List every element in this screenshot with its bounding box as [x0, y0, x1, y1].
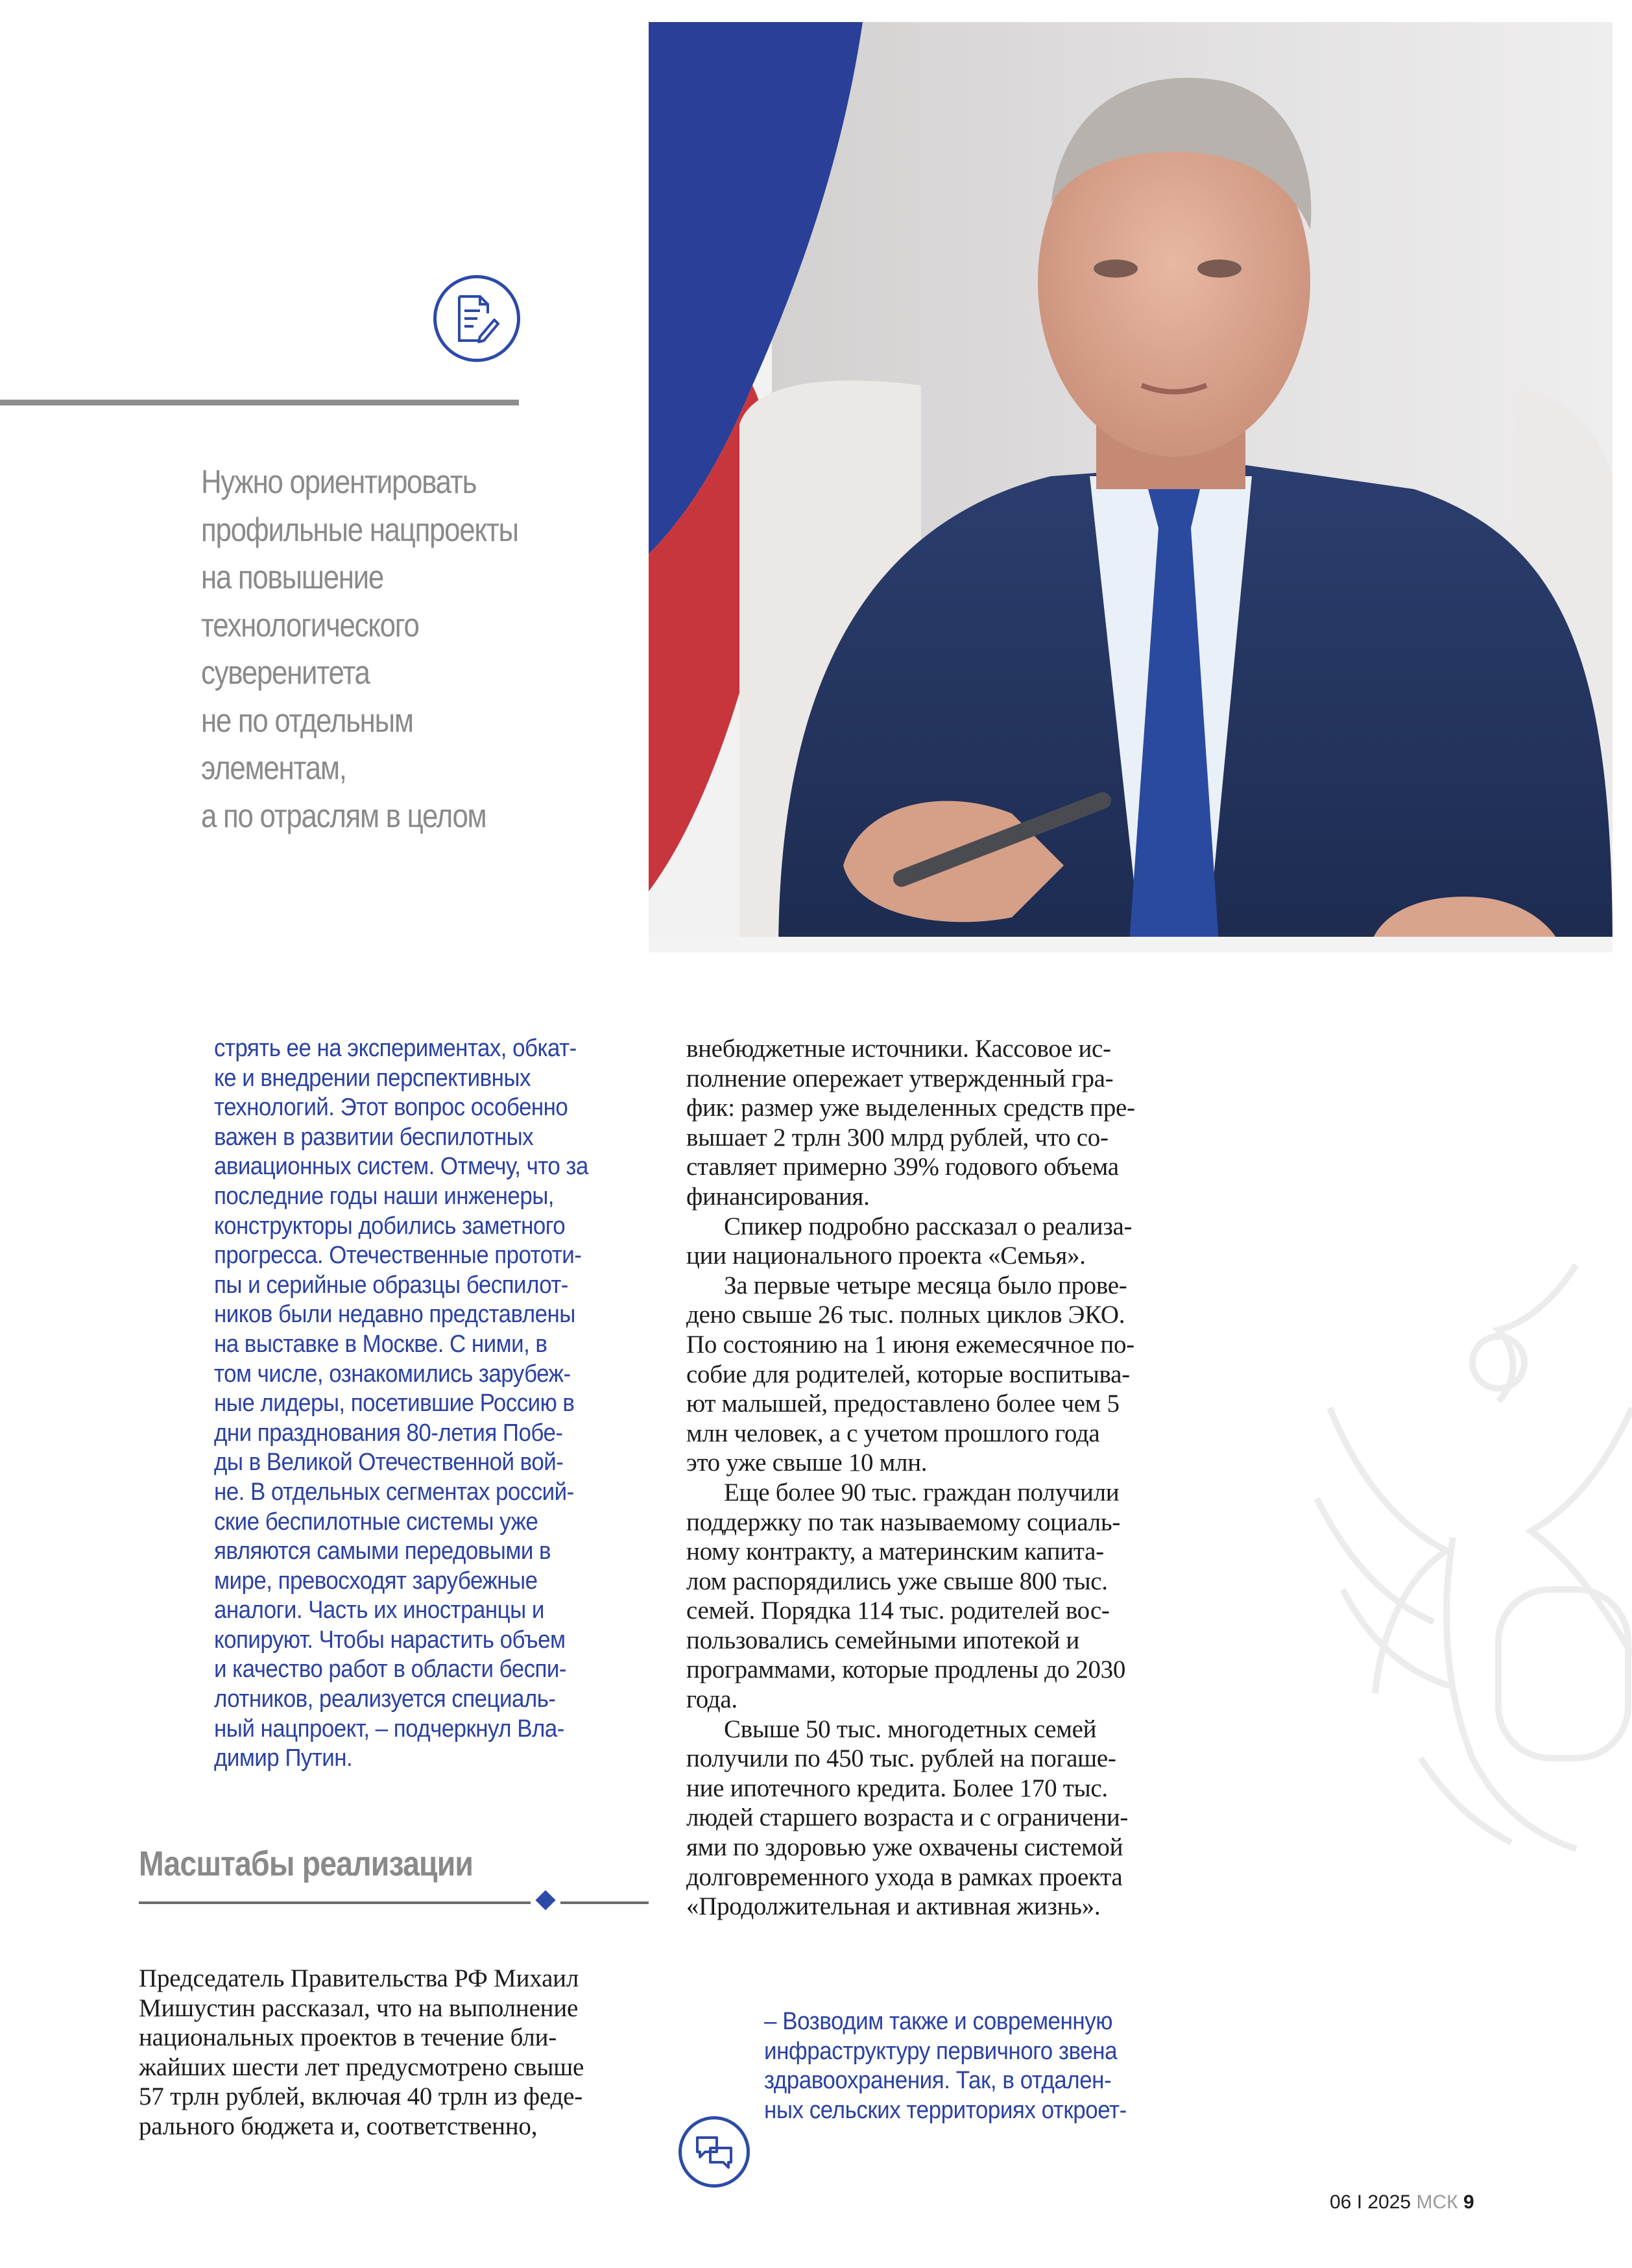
text-line: вышает 2 трлн 300 млрд рублей, что со-: [686, 1123, 1109, 1152]
text-line: ке и внедрении перспективных: [214, 1064, 531, 1092]
issue-date: 06 I 2025: [1330, 2191, 1411, 2213]
text-line: ние ипотечного кредита. Более 170 тыс.: [686, 1774, 1108, 1802]
text-line: получили по 450 тыс. рублей на погаше-: [686, 1744, 1116, 1773]
pull-quote: [201, 458, 518, 839]
text-line: ные лидеры, посетившие Россию в: [214, 1390, 575, 1418]
section-heading: Масштабы реализации: [139, 1844, 474, 1883]
text-line: технологий. Этот вопрос особенно: [214, 1094, 568, 1122]
text-line: последние годы наши инженеры,: [214, 1182, 554, 1210]
text-line: аналоги. Часть их иностранцы и: [214, 1597, 544, 1624]
text-line: фик: размер уже выделенных средств пре-: [686, 1094, 1135, 1122]
text-line: Еще более 90 тыс. граждан получили: [724, 1478, 1120, 1506]
text-line: семей. Порядка 114 тыс. родителей вос-: [686, 1597, 1110, 1625]
pull-quote-line: суверенитета: [201, 654, 370, 691]
page-footer: [1330, 2191, 1474, 2214]
text-line: Председатель Правительства РФ Михаил: [139, 1964, 579, 1992]
text-line: прогресса. Отечественные прототи-: [214, 1242, 582, 1270]
eagle-emblem-watermark-icon: [1304, 1226, 1632, 1862]
text-line: Свыше 50 тыс. многодетных семей: [724, 1715, 1097, 1743]
text-line: копируют. Чтобы нарастить объем: [214, 1626, 566, 1654]
text-line: важен в развитии беспилотных: [214, 1123, 534, 1151]
text-line: том числе, ознакомились зарубеж-: [214, 1360, 571, 1388]
text-line: ские беспилотные системы уже: [214, 1508, 538, 1536]
text-line: внебюджетные источники. Кассовое ис-: [686, 1035, 1111, 1063]
text-line: мире, превосходят зарубежные: [214, 1567, 538, 1595]
text-line: ный нацпроект, – подчеркнул Вла-: [214, 1715, 564, 1743]
text-line: национальных проектов в течение бли-: [139, 2023, 557, 2051]
chat-bubbles-icon: [678, 2116, 750, 2188]
text-line: финансирования.: [686, 1182, 870, 1211]
text-line: дни празднования 80-летия Побе-: [214, 1419, 563, 1447]
text-line: полнение опережает утвержденный гра-: [686, 1064, 1114, 1092]
text-line: рального бюджета и, соответственно,: [139, 2112, 538, 2140]
text-line: Мишустин рассказал, что на выполнение: [139, 1994, 579, 2022]
text-line: млн человек, а с учетом прошлого года: [686, 1419, 1100, 1447]
text-line: ями по здоровью уже охвачены системой: [686, 1833, 1123, 1862]
text-line: ставляет примерно 39% годового объема: [686, 1153, 1119, 1181]
page-number: 9: [1463, 2191, 1474, 2213]
text-line: лотников, реализуется специаль-: [214, 1685, 556, 1713]
chat-bubbles-icon-graphic: [693, 2132, 735, 2171]
bottom-quote: [764, 2007, 1127, 2125]
text-line: ному контракту, а материнским капита-: [686, 1538, 1104, 1566]
pull-quote-line: на повышение: [201, 559, 383, 596]
text-line: долговременного ухода в рамках проекта: [686, 1863, 1123, 1891]
portrait-photo: [649, 22, 1613, 952]
left-column-text: [214, 1034, 588, 1774]
text-line: не. В отдельных сегментах россий-: [214, 1478, 574, 1506]
quote-line: ных сельских территориях откроет-: [764, 2096, 1127, 2124]
heading-divider: [139, 1901, 649, 1904]
text-line: дено свыше 26 тыс. полных циклов ЭКО.: [686, 1301, 1125, 1329]
text-line: авиационных систем. Отмечу, что за: [214, 1153, 588, 1181]
pull-quote-line: технологического: [201, 606, 419, 644]
text-line: «Продолжительная и активная жизнь».: [686, 1892, 1101, 1921]
text-line: являются самыми передовыми в: [214, 1538, 551, 1565]
text-line: пы и серийные образцы беспилот-: [214, 1271, 568, 1299]
pull-quote-line: а по отраслям в целом: [201, 797, 486, 834]
text-line: это уже свыше 10 млн.: [686, 1449, 928, 1477]
eagle-emblem-graphic: [1304, 1226, 1632, 1862]
portrait-illustration: [649, 22, 1613, 952]
quote-line: – Возводим также и современную: [764, 2008, 1112, 2035]
middle-column-text: [686, 1034, 1135, 1922]
text-line: ции национального проекта «Семья».: [686, 1242, 1086, 1270]
top-divider: [0, 400, 519, 405]
text-line: За первые четыре месяца было прове-: [724, 1271, 1127, 1299]
text-line: собие для родителей, которые воспитыва-: [686, 1360, 1130, 1388]
text-line: года.: [686, 1685, 738, 1714]
pull-quote-line: элементам,: [201, 749, 346, 786]
text-line: ды в Великой Отечественной вой-: [214, 1449, 564, 1477]
quote-line: здравоохранения. Так, в отдален-: [764, 2067, 1112, 2095]
text-line: на выставке в Москве. С ними, в: [214, 1330, 547, 1358]
pull-quote-line: профильные нацпроекты: [201, 511, 518, 548]
text-line: программами, которые продлены до 2030: [686, 1656, 1126, 1684]
text-line: 57 трлн рублей, включая 40 трлн из феде-: [139, 2082, 582, 2110]
quote-line: инфраструктуру первичного звена: [764, 2037, 1118, 2065]
text-line: ников были недавно представлены: [214, 1301, 575, 1329]
text-line: поддержку по так называемому социаль-: [686, 1508, 1121, 1536]
document-pen-icon-graphic: [454, 294, 499, 343]
text-line: стрять ее на экспериментах, обкат-: [214, 1035, 577, 1062]
text-line: Спикер подробно рассказал о реализа-: [724, 1212, 1133, 1240]
text-line: конструкторы добились заметного: [214, 1212, 566, 1240]
text-line: ют малышей, предоставлено более чем 5: [686, 1390, 1120, 1418]
text-line: пользовались семейными ипотекой и: [686, 1626, 1079, 1654]
text-line: По состоянию на 1 июня ежемесячное по-: [686, 1330, 1134, 1358]
text-line: людей старшего возраста и с ограничени-: [686, 1804, 1129, 1832]
text-line: димир Путин.: [214, 1744, 353, 1772]
document-pen-icon: [433, 275, 520, 362]
text-line: лом распорядились уже свыше 800 тыс.: [686, 1567, 1108, 1595]
bottom-left-text: [139, 1964, 584, 2141]
pull-quote-line: не по отдельным: [201, 701, 413, 739]
text-line: и качество работ в области беспи-: [214, 1656, 566, 1683]
magazine-brand: МСК: [1416, 2191, 1458, 2213]
text-line: жайших шести лет предусмотрено свыше: [139, 2053, 584, 2081]
pull-quote-line: Нужно ориентировать: [201, 463, 477, 500]
